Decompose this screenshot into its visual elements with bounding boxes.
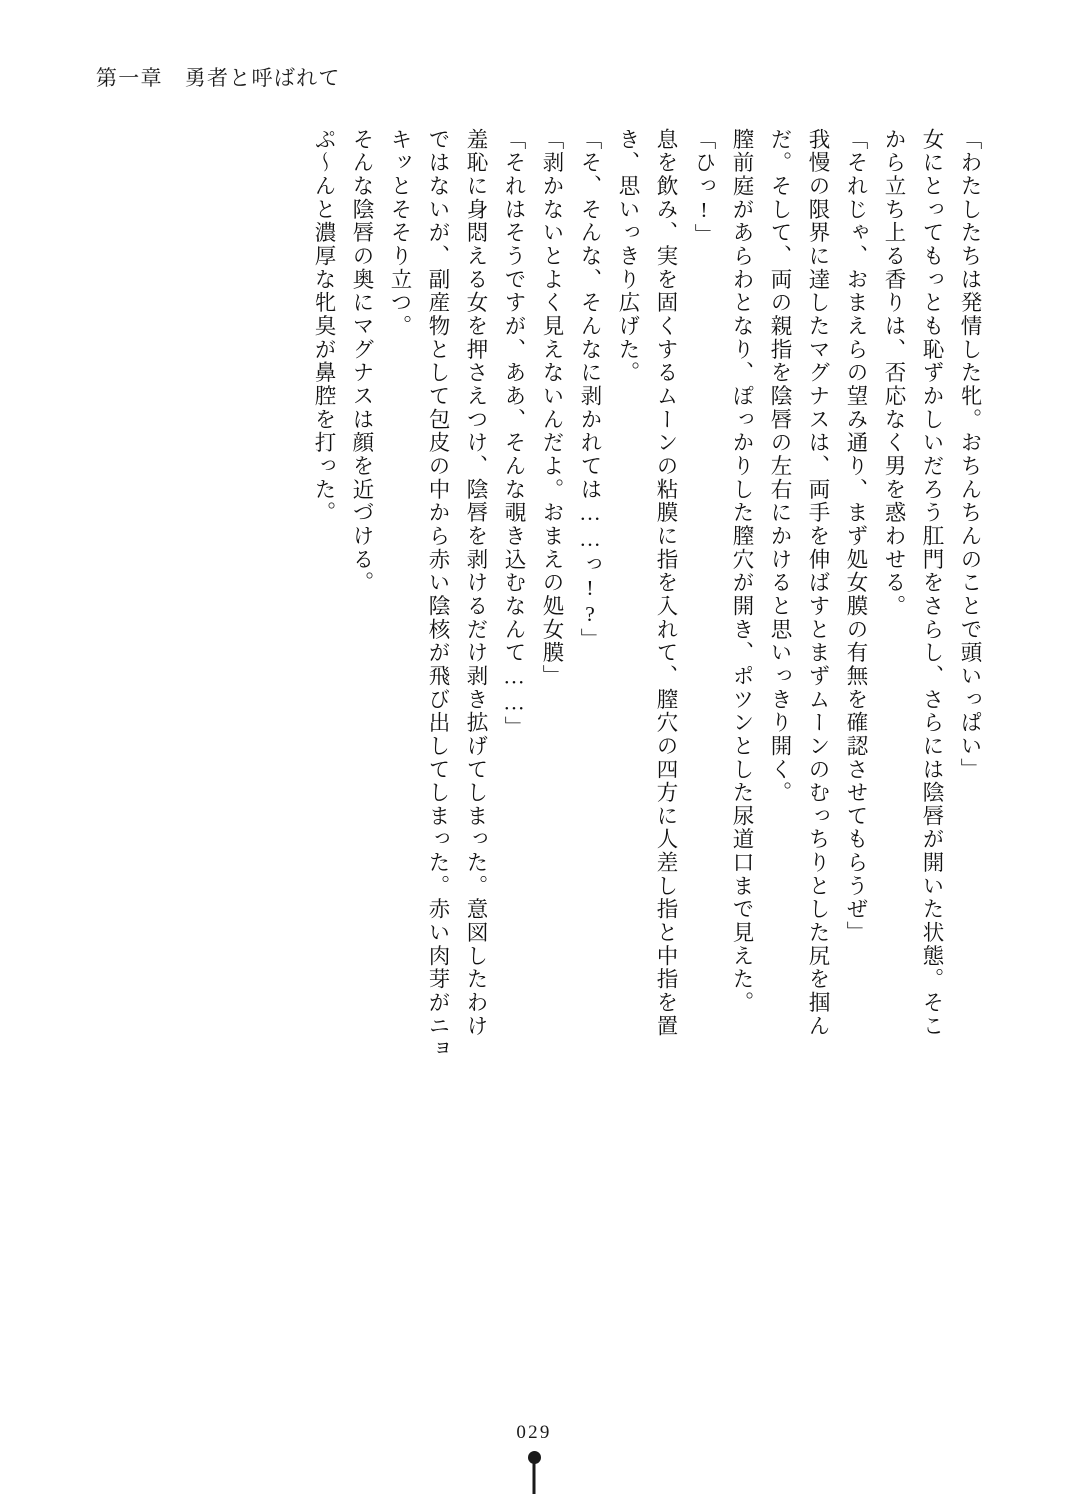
text-column: 「そ、そんな、そんなに剥かれては……っ!?」: [578, 128, 602, 652]
text-column: だ。そして、両の親指を陰唇の左右にかけると思いっきり開く。: [768, 128, 792, 805]
text-column: 「剥かないとよく見えないんだよ。おまえの処女膜」: [540, 128, 564, 688]
page-number: 029: [516, 1422, 552, 1443]
text-column: き、思いっきり広げた。: [616, 128, 640, 385]
text-column: 羞恥に身悶える女を押さえつけ、陰唇を剥けるだけ剥き拡げてしまった。意図したわけ: [464, 128, 488, 1038]
text-column: キッとそそり立つ。: [388, 128, 412, 338]
gutter-mark: [533, 1460, 536, 1494]
chapter-title: 勇者と呼ばれて: [184, 66, 341, 90]
text-column: から立ち上る香りは、否応なく男を惑わせる。: [882, 128, 906, 618]
text-column: ではないが、副産物として包皮の中から赤い陰核が飛び出してしまった。赤い肉芽がニョ: [426, 128, 450, 1062]
text-column: そんな陰唇の奥にマグナスは顔を近づける。: [350, 128, 374, 595]
page-header: [96, 62, 341, 92]
text-column: ぷ〜んと濃厚な牝臭が鼻腔を打った。: [312, 128, 336, 525]
chapter-number: 第一章: [96, 66, 163, 90]
text-column: 息を飲み、実を固くするムーンの粘膜に指を入れて、膣穴の四方に人差し指と中指を置: [654, 128, 678, 1038]
text-column: 膣前庭があらわとなり、ぽっかりした膣穴が開き、ポツンとした尿道口まで見えた。: [730, 128, 754, 1015]
text-column: 「それじゃ、おまえらの望み通り、まず処女膜の有無を確認させてもらうぜ」: [844, 128, 868, 945]
text-column: 我慢の限界に達したマグナスは、両手を伸ばすとまずムーンのむっちりとした尻を掴ん: [806, 128, 830, 1038]
text-column: 「ひっ!」: [692, 128, 716, 248]
text-column: 女にとってもっとも恥ずかしいだろう肛門をさらし、さらには陰唇が開いた状態。そこ: [920, 128, 944, 1038]
body-text: [96, 128, 980, 1350]
text-column: 「わたしたちは発情した牝。おちんちんのことで頭いっぱい」: [958, 128, 982, 782]
text-column: 「それはそうですが、ああ、そんな覗き込むなんて……」: [502, 128, 526, 740]
